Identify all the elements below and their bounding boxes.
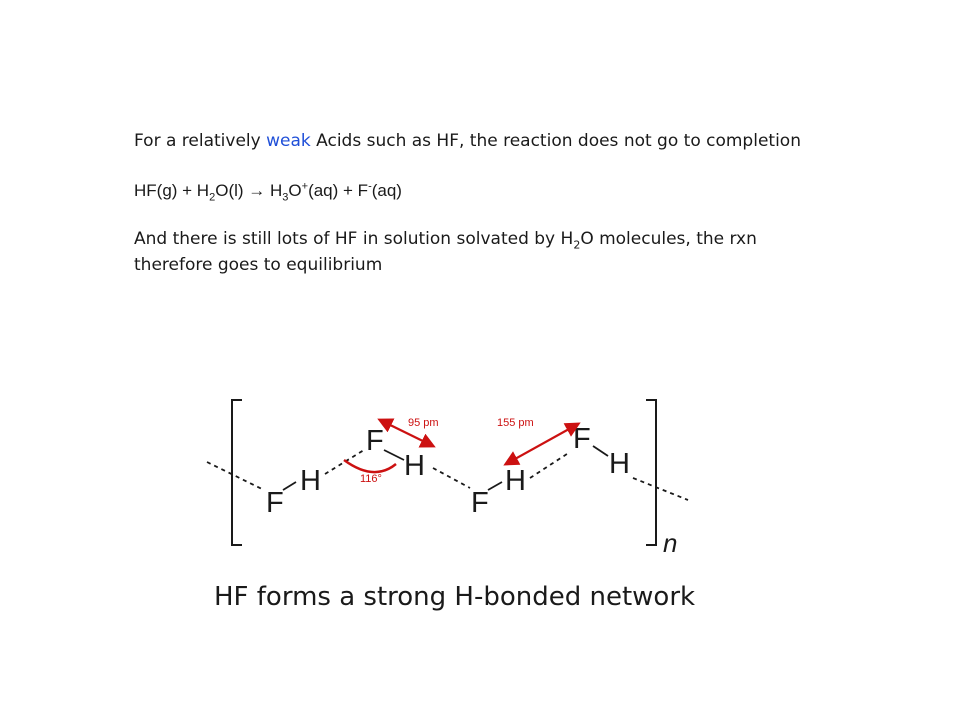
eq-text: H (265, 181, 283, 200)
eq-text: O (288, 181, 302, 200)
eq-superscript: + (301, 180, 309, 193)
subscript: 2 (573, 238, 581, 252)
bond-f4-h4 (593, 446, 608, 456)
angle-label: 116° (360, 473, 382, 485)
bond-f2-h2 (384, 450, 404, 460)
atom-h3: H (505, 465, 526, 497)
repeat-n-label: n (663, 528, 678, 558)
atom-f4: F (573, 423, 591, 455)
text-span: For a relatively (134, 131, 267, 151)
eq-text: O(l) (215, 181, 249, 200)
reaction-arrow-icon: → (248, 181, 266, 200)
hbond-1 (325, 450, 364, 474)
hbond-3 (530, 452, 570, 478)
text-span: O molecules, the rxn therefore goes to equilibrium (134, 229, 757, 275)
atom-h1: H (300, 465, 321, 497)
distance-155-arrow (506, 424, 578, 464)
eq-text: (aq) + F (308, 181, 369, 200)
eq-text: HF(g) + H (134, 181, 210, 200)
atom-h4: H (609, 448, 630, 480)
distance-95-label: 95 pm (408, 417, 439, 429)
weak-highlight: weak (266, 131, 311, 151)
hbond-2 (433, 468, 470, 488)
eq-subscript: 2 (209, 191, 216, 204)
atom-h2: H (404, 450, 425, 482)
bond-f1-h1 (283, 482, 296, 490)
hbond-left-end (207, 462, 264, 490)
eq-superscript: - (368, 180, 372, 193)
angle-arc (344, 460, 396, 472)
atom-f3: F (471, 487, 489, 519)
bond-f3-h3 (488, 482, 502, 490)
atom-f1: F (266, 487, 284, 519)
eq-subscript: 3 (282, 191, 289, 204)
left-bracket (232, 400, 242, 545)
hbond-right-end (633, 478, 688, 500)
atom-f2: F (366, 425, 384, 457)
right-bracket (646, 400, 656, 545)
text-span: Acids such as HF, the reaction does not go to completion (310, 131, 801, 151)
distance-155-label: 155 pm (497, 417, 534, 429)
eq-text: (aq) (371, 181, 402, 200)
diagram-caption: HF forms a strong H-bonded network (214, 582, 696, 612)
text-span: And there is still lots of HF in solution solvated by H (134, 229, 574, 249)
